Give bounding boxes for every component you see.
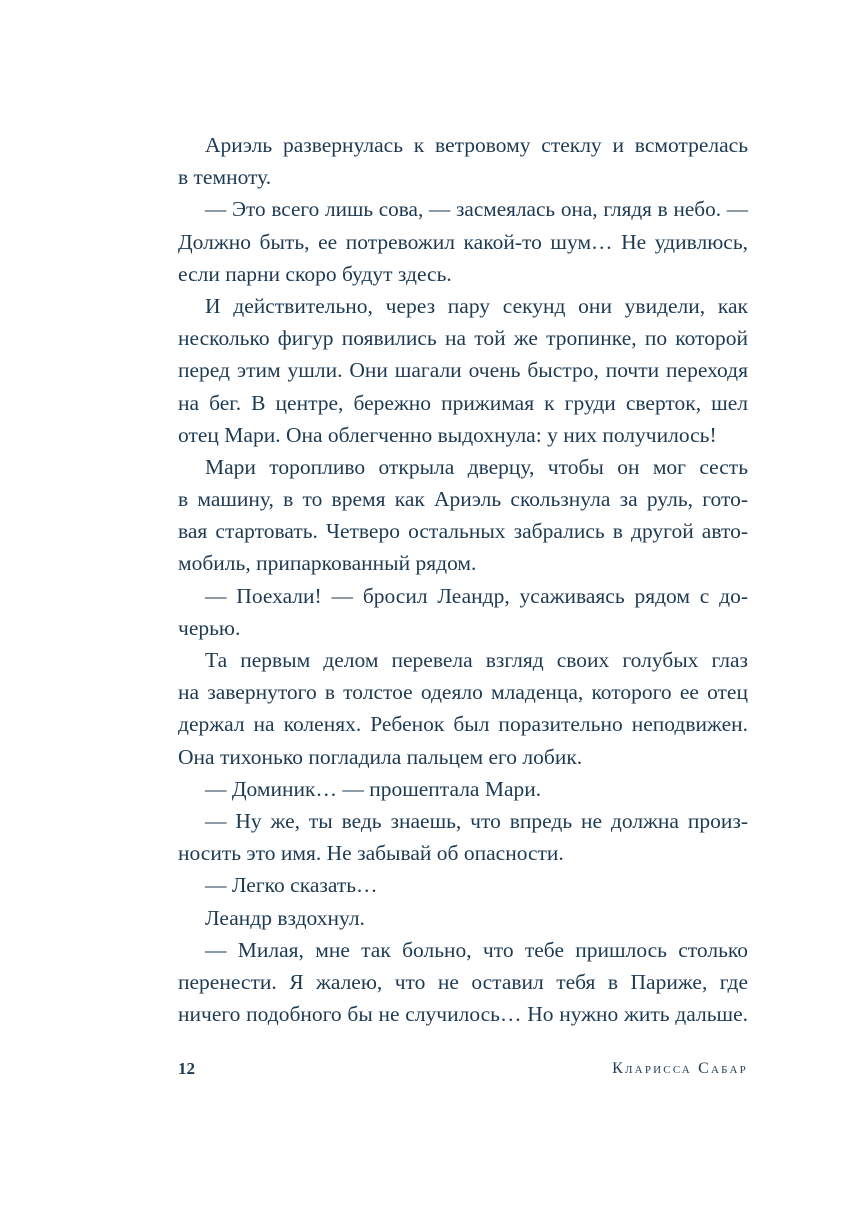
page-number: 12 xyxy=(178,1059,195,1078)
text-line: — Легко сказать… xyxy=(205,873,378,898)
text-line: — Доминик… — прошептала Мари. xyxy=(205,776,542,801)
text-line: Должно быть, ее потревожил какой-то шум… Не удивлюсь, xyxy=(178,229,748,254)
text-line: Та первым делом перевела взгляд своих голубых глаз xyxy=(205,648,748,672)
text-line: Леандр вздохнул. xyxy=(205,905,365,930)
text-line: — Ну же, ты ведь знаешь, что впредь не должна произ- xyxy=(205,808,748,833)
text-line: перед этим ушли. Они шагали очень быстро, почти переходя xyxy=(178,358,748,383)
running-head-author: Кларисса Сабар xyxy=(612,1060,748,1077)
text-line: вая стартовать. Четверо остальных забрались в другой авто- xyxy=(178,519,748,544)
text-line: — Это всего лишь сова, — засмеялась она, глядя в небо. — xyxy=(205,197,748,222)
text-line: И действительно, через пару секунд они увидели, как xyxy=(205,293,748,318)
text-line: — Милая, мне так больно, что тебе пришлось столько xyxy=(205,937,748,962)
text-line: носить это имя. Не забывай об опасности. xyxy=(178,841,564,866)
text-line: отец Мари. Она облегченно выдохнула: у них получилось! xyxy=(178,422,717,447)
text-line: несколько фигур появились на той же тропинке, по которой xyxy=(178,326,748,351)
body-text xyxy=(178,129,748,1030)
text-line: ничего подобного бы не случилось… Но нужно жить дальше. xyxy=(178,1002,748,1027)
text-line: в темноту. xyxy=(178,165,272,190)
text-line: Мари торопливо открыла дверцу, чтобы он мог сесть xyxy=(205,454,748,479)
text-line: на бег. В центре, бережно прижимая к груди сверток, шел xyxy=(178,390,748,415)
text-line: мобиль, припаркованный рядом. xyxy=(178,551,477,576)
text-line: перенести. Я жалею, что не оставил тебя в Париже, где xyxy=(178,969,748,994)
text-line: — Поехали! — бросил Леандр, усаживаясь рядом с до- xyxy=(205,583,748,608)
text-line: Она тихонько погладила пальцем его лобик. xyxy=(178,744,583,769)
text-line: на завернутого в толстое одеяло младенца, которого ее отец xyxy=(178,680,748,705)
text-line: держал на коленях. Ребенок был поразительно неподвижен. xyxy=(178,712,748,737)
page-footer xyxy=(178,1056,748,1082)
text-line: черью. xyxy=(178,615,241,640)
text-line: Ариэль развернулась к ветровому стеклу и всмотрелась xyxy=(205,133,748,157)
text-line: если парни скоро будут здесь. xyxy=(178,261,452,286)
text-line: в машину, в то время как Ариэль скользнула за руль, гото- xyxy=(178,487,748,512)
